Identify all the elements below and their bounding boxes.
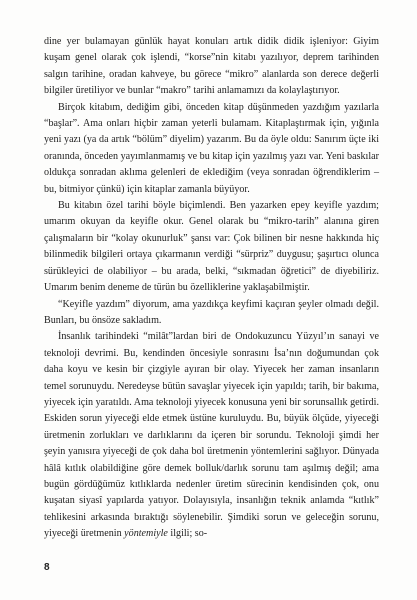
paragraph-2: Birçok kitabım, dediğim gibi, önceden kitap düşünmeden yazdığım yazılarla “başlar”. Ama onları hiçbir zaman yeterli bulamam. Kitaplaştırmak için, yığınla yeni yazı (ya da artık “bölüm” diyelim) yazarım. Bu da öyle oldu: Sanırım üçte iki oranında, önceden yayımlanmamış ve bu kitap için yazılmış yazı var. Yeni baskılar oldukça sonradan aklıma gelenleri de eklediğim (veya sonradan öğrendiklerim – bu, bitmiyor çünkü) için kitaplar zamanla büyüyor.: [44, 101, 379, 195]
paragraph-5-tail: ilgili; so-: [167, 528, 208, 540]
paragraph-3: Bu kitabın özel tarihi böyle biçimlendi. Ben yazarken epey keyifle yazdım; umarım okuyan da keyifle okur. Genel olarak bu “mikro-tarih” alanına giren çalışmaların bir “kolay okunurluk” şansı var: Çok bilinen bir nesne hakkında hiç bilinmedik bilgileri ortaya çıkarmanın verdiği “sürpriz” duygusu; şaşırtıcı olunca sürükleyici de olabiliyor – bu arada, belki, “sıkmadan öğretici” de diyebiliriz. Umarım benim deneme de türün bu özelliklerine yaklaşabilmiştir.: [44, 200, 379, 294]
paragraph-5: [44, 329, 379, 542]
paragraph-5-emphasis: yöntemiyle: [124, 528, 168, 540]
body-text: [44, 34, 379, 543]
paragraph-1: dine yer bulamayan günlük hayat konuları artık didik didik işleniyor: Giyim kuşam genel olarak çok işlendi, “korse”nin kitabı yazılıyor, deprem tarihinden salgın tarihine, oradan kahveye, bu görece “mikro” alanlarda son derece değerli bilgiler üretiliyor ve bunlar “makro” tarihi anlamamızı da kolaylaştırıyor.: [44, 36, 379, 97]
page-number: 8: [44, 562, 50, 573]
paragraph-4: “Keyifle yazdım” diyorum, ama yazdıkça keyfimi kaçıran şeyler olmadı değil. Bunları, bu önsöze sakladım.: [44, 298, 379, 326]
paragraph-5-text: İnsanlık tarihindeki “milât”lardan biri de Ondokuzuncu Yüzyıl’ın sanayi ve teknoloji devrimi. Bu, kendinden öncesiyle sonrasını İsa’nın doğumundan çok daha koyu ve kesin bir çizgiyle ayıran bir olay. Yiyecek her zaman insanların temel sorunuydu. Neredeyse bütün savaşlar yiyecek için yapıldı; tarih, bir bakıma, yiyecek için yaratıldı. Ama teknoloji yiyecek konusuna yeni bir sorunsallık getirdi. Eskiden sorun yiyeceği elde etmek üstüne kuruluydu. Bu, büyük ölçüde, yiyeceği üretmenin zorlukları ve darlıklarını da içeren bir sorundu. Teknoloji şimdi her şeyin yanısıra yiyeceği de çok daha bol üretmenin yöntemlerini sağlıyor. Dünyada hâlâ kıtlık olabildiğine göre demek bolluk/darlık sorunu tam aşılmış değil; ama bugün gördüğümüz kıtlıklarda nedenler üretim sürecinin kendisinden çok, onu kuşatan siyasî yapılarda yatıyor. Dolayısıyla, insanlığın teknik anlamda “kıtlık” tehlikesini arkasında bıraktığı söylenebilir. Şimdiki sorun ve geleceğin sorunu, yiyeceği üretmenin: [44, 331, 379, 540]
